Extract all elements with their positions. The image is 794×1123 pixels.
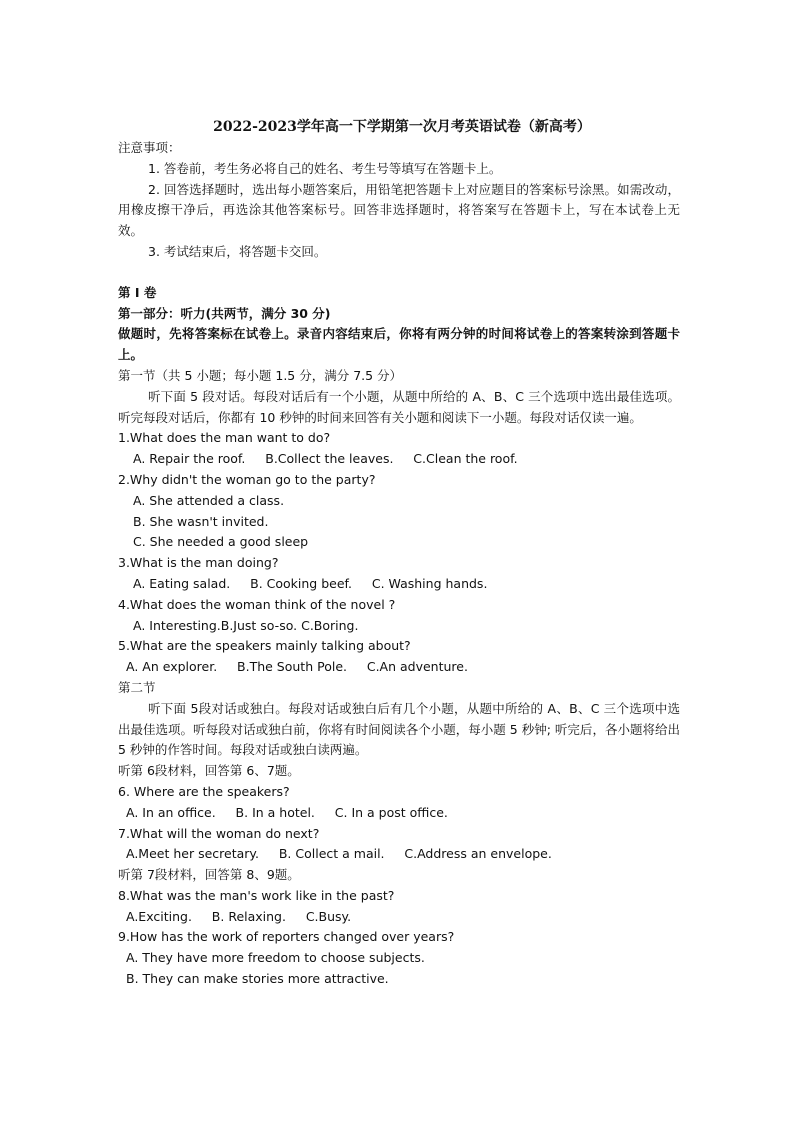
question-2-option-a: A. She attended a class. <box>133 492 285 508</box>
notice-item-2: 2. 回答选择题时，选出每小题答案后，用铅笔把答题卡上对应题目的答案标号涂黑。如需改动，用橡皮擦干净后，再选涂其他答案标号。回答非选择题时，将答案写在答题卡上，写在本试卷上无效。 <box>118 181 680 239</box>
question-8-options: A.Exciting. B. Relaxing. C.Busy. <box>126 908 352 924</box>
exam-title: 2022-2023学年高一下学期第一次月考英语试卷（新高考） <box>213 119 591 135</box>
question-5-options: A. An explorer. B.The South Pole. C.An adventure. <box>126 659 468 675</box>
question-3-options: A. Eating salad. B. Cooking beef. C. Washing hands. <box>133 575 488 591</box>
question-1: 1.What does the man want to do? <box>118 430 331 446</box>
notice-item-3: 3. 考试结束后，将答题卡交回。 <box>148 243 327 259</box>
notice-item-1: 1. 答卷前，考生务必将自己的姓名、考生号等填写在答题卡上。 <box>148 160 502 176</box>
section2-instruction: 听下面 5段对话或独白。每段对话或独白后有几个小题，从题中所给的 A、B、C 三个选项中选出最佳选项。听每段对话或独白前，你将有时间阅读各个小题，每小题 5 秒钟; 听完后，各小题将给出 5 秒钟的作答时间。每段对话或独白读两遍。 <box>118 700 680 758</box>
notice-heading: 注意事项： <box>118 140 181 155</box>
question-3: 3.What is the man doing? <box>118 555 279 571</box>
question-4-options: A. Interesting.B.Just so-so. C.Boring. <box>133 617 359 633</box>
section1-heading: 第一节（共 5 小题；每小题 1.5 分，满分 7.5 分） <box>118 367 403 383</box>
section2-heading: 第二节 <box>118 679 156 695</box>
volume-label: 第 I 卷 <box>118 284 157 300</box>
section1-instruction: 听下面 5 段对话。每段对话后有一个小题，从题中所给的 A、B、C 三个选项中选出最佳选项。听完每段对话后，你都有 10 秒钟的时间来回答有关小题和阅读下一小题。每段对话仅读一遍。 <box>118 388 680 425</box>
question-9: 9.How has the work of reporters changed over years? <box>118 929 455 945</box>
question-6: 6. Where are the speakers? <box>118 783 290 799</box>
question-1-options: A. Repair the roof. B.Collect the leaves. C.Clean the roof. <box>133 451 518 467</box>
question-7: 7.What will the woman do next? <box>118 825 320 841</box>
part1-heading: 第一部分：听力(共两节，满分 30 分) <box>118 305 331 321</box>
material-7-note: 听第 7段材料，回答第 8、9题。 <box>118 867 300 883</box>
part1-instruction: 做题时，先将答案标在试卷上。录音内容结束后，你将有两分钟的时间将试卷上的答案转涂到答题卡上。 <box>118 326 680 363</box>
question-5: 5.What are the speakers mainly talking about? <box>118 638 411 654</box>
question-2-option-c: C. She needed a good sleep <box>133 534 309 550</box>
exam-page <box>118 116 680 990</box>
question-9-option-b: B. They can make stories more attractive. <box>126 971 389 987</box>
material-6-note: 听第 6段材料，回答第 6、7题。 <box>118 763 300 779</box>
question-6-options: A. In an office. B. In a hotel. C. In a post office. <box>126 804 448 820</box>
spacer <box>118 263 680 283</box>
question-8: 8.What was the man's work like in the past? <box>118 887 395 903</box>
question-2: 2.Why didn't the woman go to the party? <box>118 471 376 487</box>
question-4: 4.What does the woman think of the novel ? <box>118 596 396 612</box>
question-7-options: A.Meet her secretary. B. Collect a mail. C.Address an envelope. <box>126 846 552 862</box>
question-2-option-b: B. She wasn't invited. <box>133 513 269 529</box>
question-9-option-a: A. They have more freedom to choose subjects. <box>126 950 425 966</box>
